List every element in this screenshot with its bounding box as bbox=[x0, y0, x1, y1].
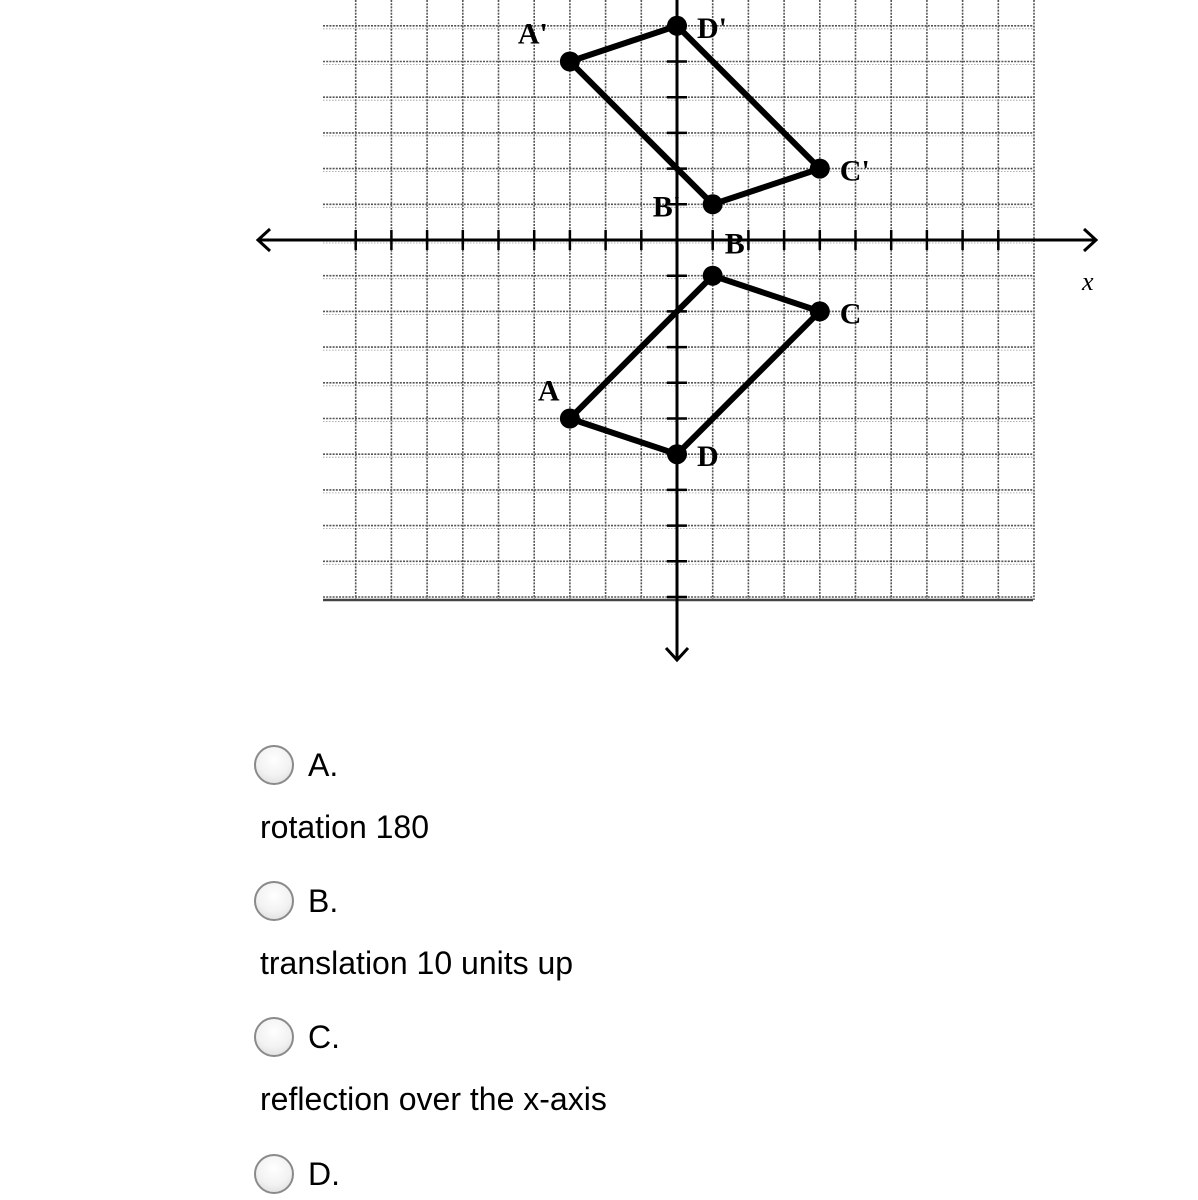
vertex-label: C bbox=[839, 297, 862, 331]
option-c-letter: C. bbox=[308, 1018, 340, 1055]
option-d[interactable] bbox=[254, 1150, 340, 1198]
vertex-label: A' bbox=[517, 17, 548, 51]
vertex-point bbox=[810, 159, 830, 179]
vertex-label: A bbox=[537, 374, 560, 408]
option-b-letter: B. bbox=[308, 882, 339, 919]
option-c-radio[interactable] bbox=[254, 1017, 294, 1057]
vertex-point bbox=[703, 194, 723, 214]
option-c[interactable] bbox=[254, 1013, 607, 1118]
option-d-letter: D. bbox=[308, 1155, 340, 1192]
vertex-point bbox=[667, 444, 687, 464]
option-a-radio[interactable] bbox=[254, 745, 294, 785]
vertex-point bbox=[703, 266, 723, 286]
option-a[interactable] bbox=[254, 741, 429, 846]
option-c-text: reflection over the x-axis bbox=[260, 1081, 607, 1117]
vertex-point bbox=[667, 16, 687, 36]
option-b-radio[interactable] bbox=[254, 881, 294, 921]
vertex-label: D' bbox=[697, 11, 727, 45]
option-a-letter: A. bbox=[308, 746, 339, 783]
option-b-text: translation 10 units up bbox=[260, 945, 574, 981]
option-b[interactable] bbox=[254, 877, 573, 982]
quadrilateral-abcd bbox=[570, 276, 820, 455]
quadrilateral-image bbox=[570, 26, 820, 205]
option-d-radio[interactable] bbox=[254, 1154, 294, 1194]
vertex-label: B bbox=[724, 227, 745, 261]
vertex-point bbox=[810, 301, 830, 321]
vertex-point bbox=[560, 409, 580, 429]
x-axis-label: x bbox=[1082, 267, 1094, 296]
vertex-point bbox=[560, 52, 580, 72]
vertex-label: B' bbox=[652, 190, 682, 224]
vertex-label: D bbox=[697, 440, 719, 474]
vertex-label: C' bbox=[839, 154, 870, 188]
option-a-text: rotation 180 bbox=[260, 809, 430, 845]
